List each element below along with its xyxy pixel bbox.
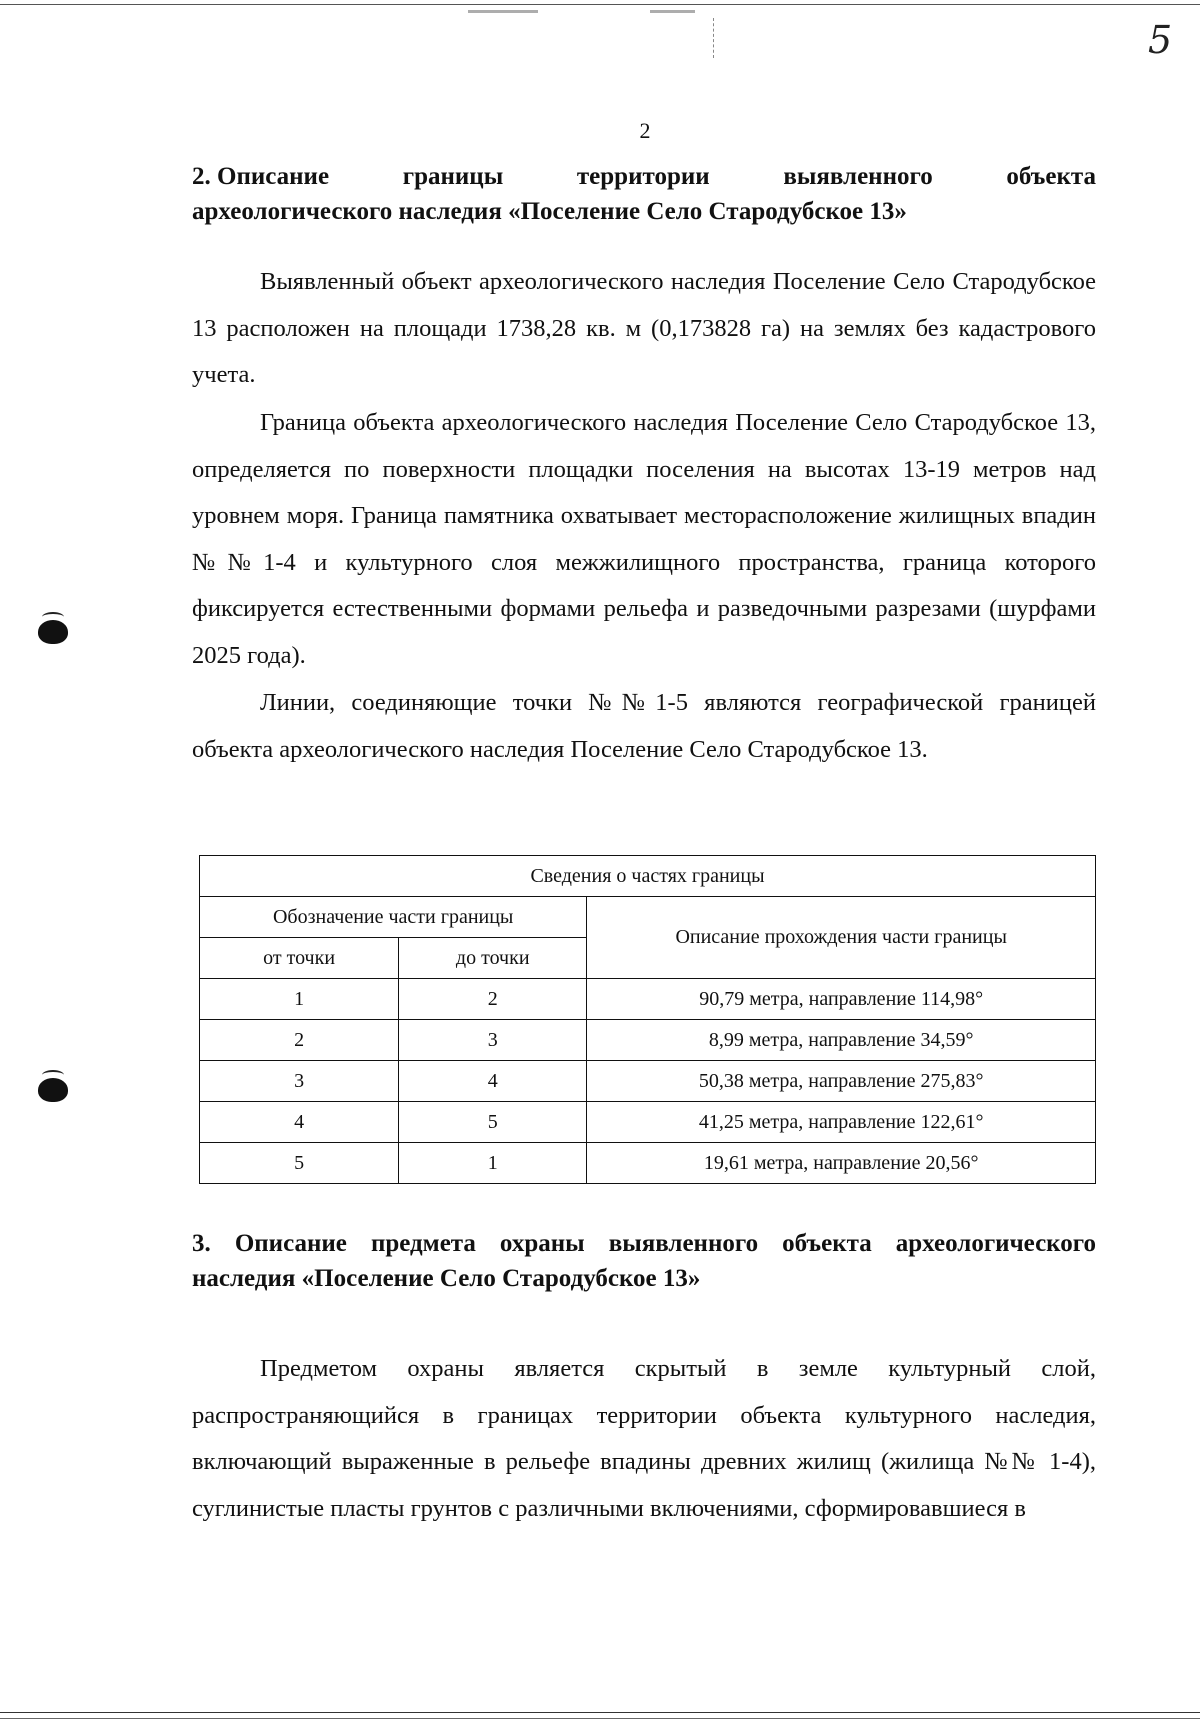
to-point-cell: 3	[399, 1020, 587, 1061]
heading-word: 2. Описание	[192, 163, 330, 190]
to-point-header: до точки	[399, 938, 587, 979]
section-2-heading	[192, 159, 1096, 229]
from-point-cell: 3	[200, 1061, 399, 1102]
section-2-paragraph-1: Выявленный объект археологического наследия Поселение Село Стародубское 13 расположен на площади 1738,28 кв. м (0,173828 га) на землях без кадастрового учета.	[192, 268, 1096, 388]
heading-word: объекта	[1006, 163, 1096, 190]
to-point-cell: 1	[399, 1143, 587, 1184]
section-3-heading-line-1: 3. Описание предмета охраны выявленного объекта археологического	[192, 1230, 1096, 1257]
scan-bottom-edge	[0, 1712, 1200, 1713]
designation-header: Обозначение части границы	[200, 897, 587, 938]
table-header-row	[200, 897, 1096, 938]
from-point-cell: 2	[200, 1020, 399, 1061]
heading-word: границы	[402, 163, 504, 190]
section-2-paragraph-3: Линии, соединяющие точки №№1-5 являются географической границей объекта археологического наследия Поселение Село Стародубское 13.	[192, 689, 1096, 763]
table-title-row	[200, 856, 1096, 897]
table-row	[200, 1102, 1096, 1143]
table-row	[200, 1020, 1096, 1061]
from-point-cell: 1	[200, 979, 399, 1020]
to-point-cell: 5	[399, 1102, 587, 1143]
from-point-cell: 5	[200, 1143, 399, 1184]
from-point-header: от точки	[200, 938, 399, 979]
description-cell: 8,99 метра, направление 34,59°	[587, 1020, 1096, 1061]
section-3-paragraph: Предметом охраны является скрытый в земле культурный слой, распространяющийся в границах территории объекта культурного наследия, включающий выраженные в рельефе впадины древних жилищ (жилища №№ 1-4), суглинистые пласты грунтов с различными включениями, сформировавшиеся в	[192, 1355, 1096, 1522]
description-header: Описание прохождения части границы	[587, 897, 1096, 979]
heading-word: выявленного	[783, 163, 933, 190]
scan-smudge	[468, 10, 538, 13]
description-cell: 90,79 метра, направление 114,98°	[587, 979, 1096, 1020]
section-2-paragraph-2: Граница объекта археологического наследия Поселение Село Стародубское 13, определяется по поверхности площадки поселения на высотах 13-19 метров над уровнем моря. Граница памятника охватывает месторасположение жилищных впадин №№1-4 и культурного слоя межжилищного пространства, граница которого фиксируется естественными формами рельефа и разведочными разрезами (шурфами 2025 года).	[192, 409, 1096, 669]
punch-hole-icon	[38, 1078, 68, 1102]
description-cell: 50,38 метра, направление 275,83°	[587, 1061, 1096, 1102]
boundary-parts-table	[199, 855, 1096, 1184]
table-row	[200, 1143, 1096, 1184]
description-cell: 19,61 метра, направление 20,56°	[587, 1143, 1096, 1184]
to-point-cell: 4	[399, 1061, 587, 1102]
table-title: Сведения о частях границы	[200, 856, 1096, 897]
scan-smudge	[650, 10, 695, 13]
scan-bottom-edge	[0, 1718, 1200, 1719]
scan-top-edge	[0, 4, 1200, 5]
scan-dashed-line	[713, 18, 714, 58]
table-row	[200, 979, 1096, 1020]
punch-hole-icon	[38, 620, 68, 644]
description-cell: 41,25 метра, направление 122,61°	[587, 1102, 1096, 1143]
section-3-heading-line-2: наследия «Поселение Село Стародубское 13»	[192, 1265, 701, 1292]
to-point-cell: 2	[399, 979, 587, 1020]
section-2-heading-line-2: археологического наследия «Поселение Село Стародубское 13»	[192, 198, 907, 225]
section-3-heading	[192, 1226, 1096, 1296]
page-number: 2	[639, 118, 651, 143]
heading-word: территории	[576, 163, 710, 190]
section-2-heading-line-1	[192, 159, 1096, 194]
from-point-cell: 4	[200, 1102, 399, 1143]
handwritten-page-mark: 5	[1148, 18, 1173, 62]
table-row	[200, 1061, 1096, 1102]
